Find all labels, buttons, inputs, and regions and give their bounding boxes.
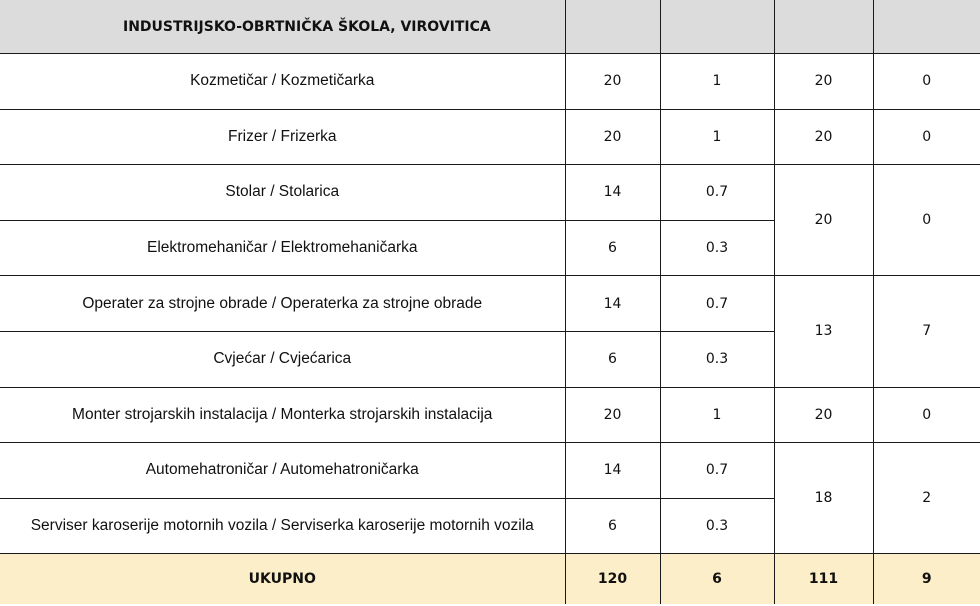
classes-cell: 0.7: [660, 165, 774, 221]
students-cell: 20: [565, 387, 660, 443]
students-cell: 20: [565, 54, 660, 110]
table-row: [0, 165, 980, 221]
group-students-cell: 20: [774, 387, 873, 443]
table-row: [0, 54, 980, 110]
group-free-cell: 0: [873, 54, 980, 110]
program-name: Operater za strojne obrade / Operaterka za strojne obrade: [0, 276, 565, 332]
header-cell-classes: [660, 0, 774, 54]
group-free-cell: 0: [873, 109, 980, 165]
classes-cell: 1: [660, 109, 774, 165]
group-students-cell: 13: [774, 276, 873, 387]
header-cell-students: [565, 0, 660, 54]
group-free-cell: 0: [873, 165, 980, 276]
program-name: Automehatroničar / Automehatroničarka: [0, 443, 565, 499]
total-students: 120: [565, 554, 660, 605]
program-name: Frizer / Frizerka: [0, 109, 565, 165]
program-name: Stolar / Stolarica: [0, 165, 565, 221]
table-row: [0, 276, 980, 332]
total-classes: 6: [660, 554, 774, 605]
students-cell: 14: [565, 276, 660, 332]
total-group-students: 111: [774, 554, 873, 605]
students-cell: 14: [565, 165, 660, 221]
classes-cell: 0.3: [660, 331, 774, 387]
table-row: [0, 443, 980, 499]
classes-cell: 1: [660, 54, 774, 110]
students-cell: 14: [565, 443, 660, 499]
school-title: INDUSTRIJSKO-OBRTNIČKA ŠKOLA, VIROVITICA: [0, 0, 565, 54]
header-row: [0, 0, 980, 54]
table-row: [0, 387, 980, 443]
group-students-cell: 20: [774, 165, 873, 276]
classes-cell: 0.7: [660, 276, 774, 332]
students-cell: 6: [565, 498, 660, 554]
students-cell: 6: [565, 220, 660, 276]
total-group-free: 9: [873, 554, 980, 605]
group-students-cell: 20: [774, 54, 873, 110]
header-cell-group-free: [873, 0, 980, 54]
total-row: [0, 554, 980, 605]
total-label: UKUPNO: [0, 554, 565, 605]
program-name: Cvjećar / Cvjećarica: [0, 331, 565, 387]
group-free-cell: 2: [873, 443, 980, 554]
group-free-cell: 0: [873, 387, 980, 443]
header-cell-group-students: [774, 0, 873, 54]
classes-cell: 0.7: [660, 443, 774, 499]
students-cell: 20: [565, 109, 660, 165]
program-name: Kozmetičar / Kozmetičarka: [0, 54, 565, 110]
classes-cell: 1: [660, 387, 774, 443]
group-students-cell: 18: [774, 443, 873, 554]
program-name: Serviser karoserije motornih vozila / Serviserka karoserije motornih vozila: [0, 498, 565, 554]
group-students-cell: 20: [774, 109, 873, 165]
table-row: [0, 109, 980, 165]
group-free-cell: 7: [873, 276, 980, 387]
program-name: Monter strojarskih instalacija / Monterka strojarskih instalacija: [0, 387, 565, 443]
students-cell: 6: [565, 331, 660, 387]
classes-cell: 0.3: [660, 498, 774, 554]
classes-cell: 0.3: [660, 220, 774, 276]
program-name: Elektromehaničar / Elektromehaničarka: [0, 220, 565, 276]
